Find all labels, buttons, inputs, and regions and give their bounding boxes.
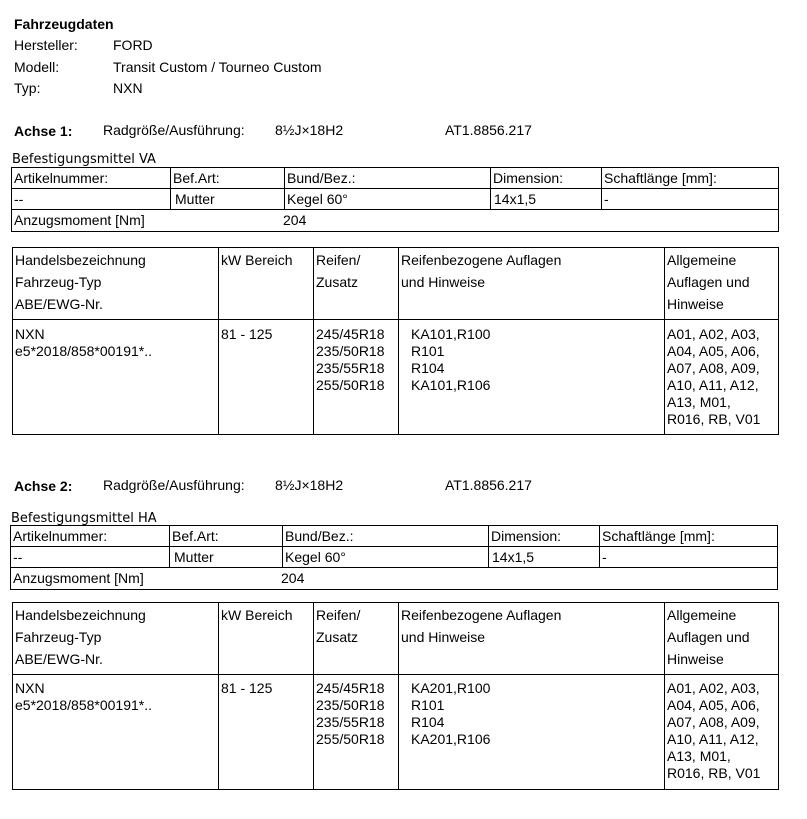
cell-tyre-notes: KA101,R100 R101 R104 KA101,R106 [411, 326, 491, 393]
approval-code: AT1.8856.217 [445, 477, 532, 493]
col-header-general-notes: Allgemeine Auflagen und Hinweise [667, 607, 750, 667]
col-header-dimension: Dimension: [491, 528, 562, 544]
wheel-size-value: 8½J×18H2 [275, 122, 344, 138]
manufacturer-value: FORD [113, 37, 153, 53]
cell-general-notes: A01, A02, A03, A04, A05, A06, A07, A08, A09, A10, A11, A12, A13, M01, R016, RB, V01 [667, 680, 761, 781]
fastening-title: Befestigungsmittel VA [12, 152, 156, 167]
axle-label: Achse 2: [14, 478, 73, 494]
cell-seat: Kegel 60° [285, 549, 346, 565]
col-header-fastener-type: Bef.Art: [172, 528, 219, 544]
cell-dimension: 14x1,5 [494, 191, 537, 207]
axle-label: Achse 1: [14, 123, 73, 139]
col-header-seat: Bund/Bez.: [287, 170, 356, 186]
col-header-tyre-notes: Reifenbezogene Auflagen und Hinweise [401, 252, 562, 290]
col-header-shaft-length: Schaftlänge [mm]: [602, 528, 715, 544]
torque-label: Anzugsmoment [Nm] [14, 212, 145, 228]
col-header-tyres: Reifen/ Zusatz [316, 252, 361, 290]
cell-kw-range: 81 - 125 [221, 326, 273, 342]
col-header-designation: Handelsbezeichnung Fahrzeug-Typ ABE/EWG-Nr. [15, 252, 146, 312]
cell-shaft-length: - [602, 549, 607, 565]
manufacturer-label: Hersteller: [14, 37, 78, 53]
cell-general-notes: A01, A02, A03, A04, A05, A06, A07, A08, A09, A10, A11, A12, A13, M01, R016, RB, V01 [667, 326, 761, 427]
col-header-designation: Handelsbezeichnung Fahrzeug-Typ ABE/EWG-Nr. [15, 607, 146, 667]
col-header-dimension: Dimension: [493, 170, 564, 186]
col-header-article: Artikelnummer: [13, 528, 108, 544]
col-header-kw-range: kW Bereich [221, 252, 293, 268]
model-label: Modell: [14, 59, 60, 75]
cell-article: -- [13, 549, 23, 565]
cell-article: -- [14, 191, 24, 207]
col-header-seat: Bund/Bez.: [285, 528, 354, 544]
approval-code: AT1.8856.217 [445, 122, 532, 138]
col-header-tyres: Reifen/ Zusatz [316, 607, 361, 645]
cell-fastener-type: Mutter [174, 549, 214, 565]
fastening-title: Befestigungsmittel HA [11, 511, 157, 526]
cell-fastener-type: Mutter [175, 191, 215, 207]
cell-tyres: 245/45R18 235/50R18 235/55R18 255/50R18 [316, 326, 385, 393]
type-label: Typ: [14, 80, 41, 96]
col-header-general-notes: Allgemeine Auflagen und Hinweise [667, 252, 750, 312]
type-value: NXN [113, 80, 143, 96]
col-header-kw-range: kW Bereich [221, 607, 293, 623]
wheel-size-label: Radgröße/Ausführung: [103, 122, 245, 138]
cell-kw-range: 81 - 125 [221, 680, 273, 696]
wheel-size-value: 8½J×18H2 [275, 477, 344, 493]
wheel-size-label: Radgröße/Ausführung: [103, 477, 245, 493]
col-header-article: Artikelnummer: [14, 170, 109, 186]
model-value: Transit Custom / Tourneo Custom [113, 59, 322, 75]
col-header-fastener-type: Bef.Art: [173, 170, 220, 186]
cell-tyre-notes: KA201,R100 R101 R104 KA201,R106 [411, 680, 491, 747]
cell-tyres: 245/45R18 235/50R18 235/55R18 255/50R18 [316, 680, 385, 747]
torque-label: Anzugsmoment [Nm] [13, 570, 144, 586]
cell-designation: NXN e5*2018/858*00191*.. [15, 326, 153, 359]
torque-value: 204 [281, 570, 305, 586]
cell-dimension: 14x1,5 [492, 549, 535, 565]
cell-designation: NXN e5*2018/858*00191*.. [15, 680, 153, 713]
torque-value: 204 [283, 212, 307, 228]
cell-seat: Kegel 60° [287, 191, 348, 207]
cell-shaft-length: - [604, 191, 609, 207]
col-header-shaft-length: Schaftlänge [mm]: [604, 170, 717, 186]
col-header-tyre-notes: Reifenbezogene Auflagen und Hinweise [401, 607, 562, 645]
vehicle-title: Fahrzeugdaten [14, 16, 114, 32]
